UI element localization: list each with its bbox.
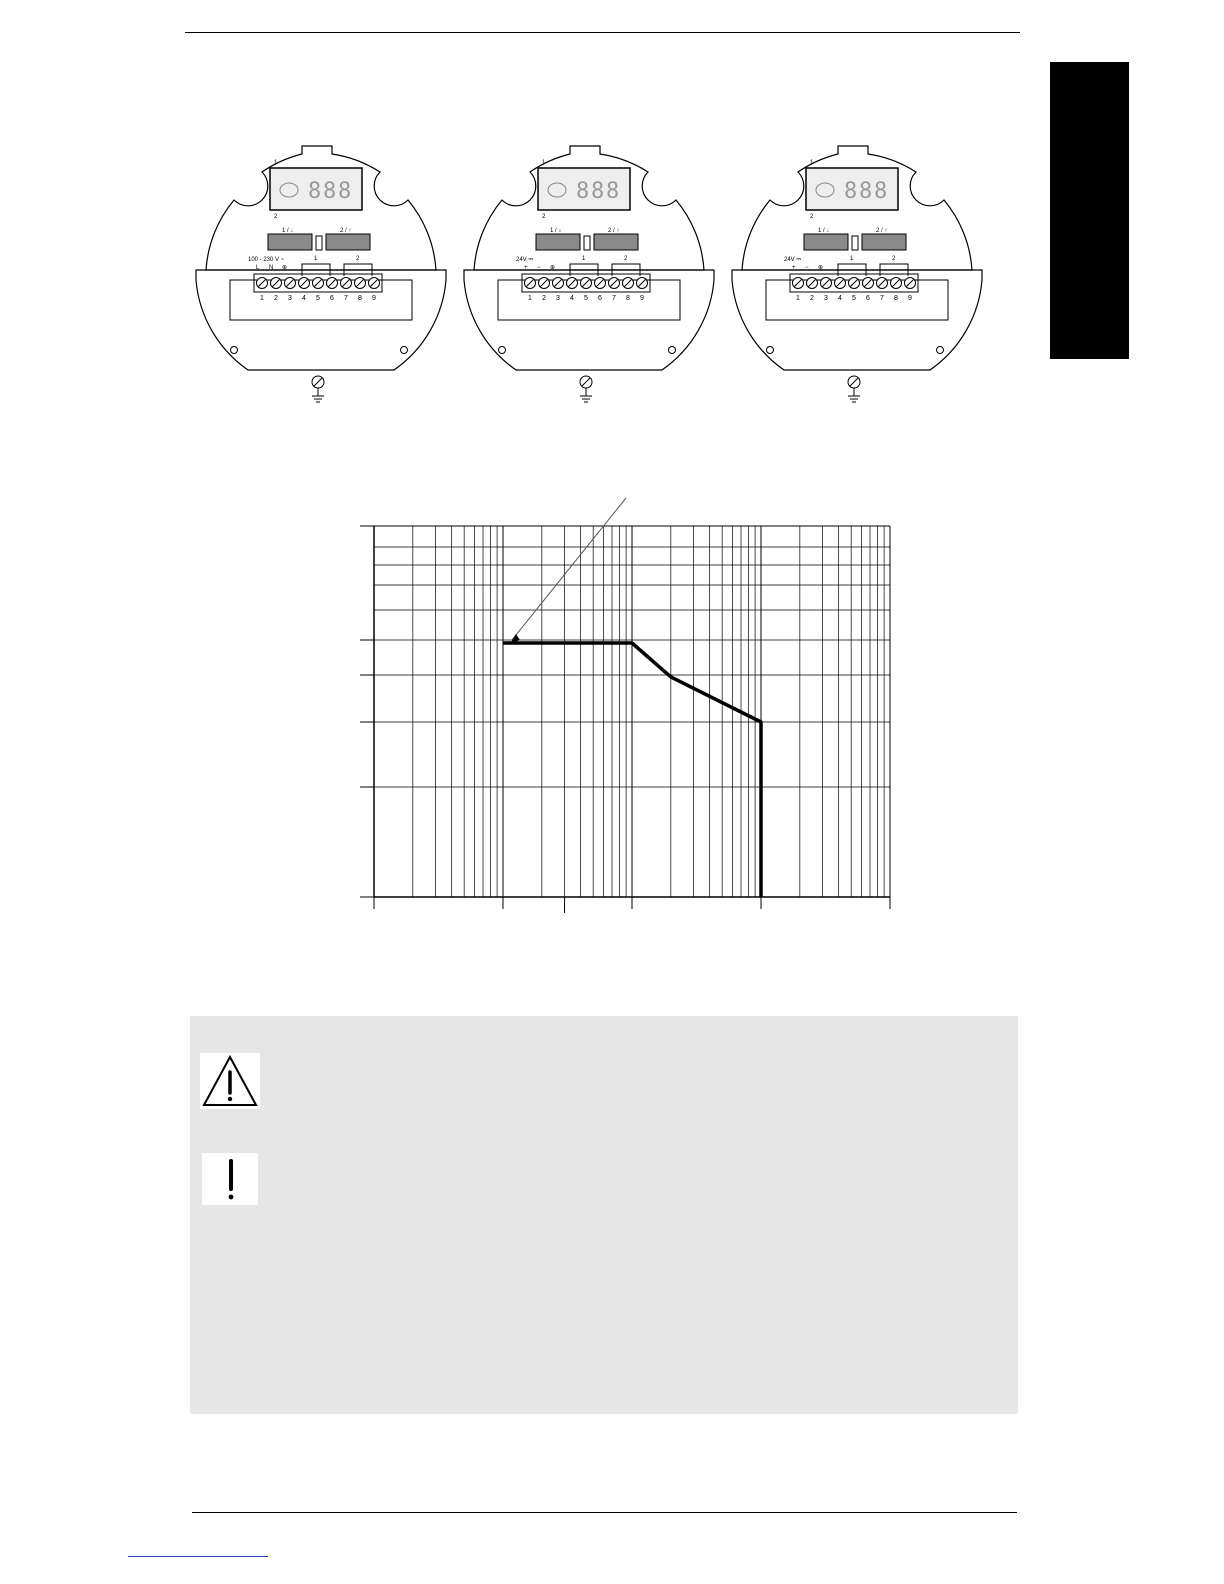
footer-link-underline[interactable] [128, 1556, 268, 1557]
display-mark-2: 2 [810, 214, 814, 220]
lcd-digit: 8 [576, 179, 590, 204]
chart-canvas [350, 490, 910, 920]
terminal-number: 4 [302, 295, 306, 302]
terminal-number: 4 [838, 295, 842, 302]
panel-drawing [190, 140, 452, 415]
relay-1-label: 1 [314, 256, 318, 262]
display-mark-2: 2 [274, 214, 278, 220]
button-2-label: 2 / ↑ [608, 228, 620, 234]
terminal-panel-ac [190, 140, 452, 415]
supply-label: 24V ⎓ [516, 257, 534, 263]
supply-terminal-label: − [805, 265, 809, 271]
button-1 [536, 234, 580, 250]
terminal-number: 4 [570, 295, 574, 302]
display-mark-1: 1 [810, 160, 814, 166]
supply-label: 100 - 230 V ~ [248, 257, 285, 263]
relay-1-label: 1 [850, 256, 854, 262]
lcd-digit: 8 [859, 179, 873, 204]
lcd-digit: 8 [874, 179, 888, 204]
relay-2-label: 2 [624, 256, 628, 262]
terminal-number: 3 [556, 295, 560, 302]
terminal-number: 1 [260, 295, 264, 302]
button-1-label: 1 / ↓ [550, 228, 562, 234]
terminal-number: 9 [908, 295, 912, 302]
supply-terminal-label: ⊕ [818, 265, 824, 271]
supply-terminal-label: L [256, 265, 260, 271]
supply-terminal-label: N [269, 265, 274, 271]
lcd-digit: 8 [844, 179, 858, 204]
ground-screw-slot [850, 378, 858, 386]
safety-note-box [190, 1016, 1018, 1414]
terminal-number: 7 [612, 295, 616, 302]
button-2 [594, 234, 638, 250]
terminal-number: 5 [852, 295, 856, 302]
derating-chart [350, 490, 910, 920]
ground-screw-slot [314, 378, 322, 386]
button-1-label: 1 / ↓ [818, 228, 830, 234]
terminal-number: 6 [330, 295, 334, 302]
button-1 [804, 234, 848, 250]
terminal-number: 8 [626, 295, 630, 302]
terminal-number: 1 [796, 295, 800, 302]
supply-terminal-label: + [792, 265, 796, 271]
warning-triangle-icon [200, 1053, 260, 1109]
terminal-number: 5 [584, 295, 588, 302]
top-rule [185, 32, 1020, 33]
cover-screw-right [669, 347, 676, 354]
button-1 [268, 234, 312, 250]
terminal-number: 2 [810, 295, 814, 302]
lcd-digit: 8 [308, 179, 322, 204]
terminal-number: 5 [316, 295, 320, 302]
button-divider [852, 236, 858, 250]
supply-terminal-label: ⊕ [282, 265, 288, 271]
bottom-rule [192, 1512, 1017, 1513]
terminal-panel-dc-a [458, 140, 720, 415]
supply-terminal-label: ⊕ [550, 265, 556, 271]
button-1-label: 1 / ↓ [282, 228, 294, 234]
terminal-number: 2 [542, 295, 546, 302]
button-divider [316, 236, 322, 250]
terminal-number: 7 [880, 295, 884, 302]
terminal-number: 3 [288, 295, 292, 302]
terminal-number: 3 [824, 295, 828, 302]
supply-terminal-label: − [537, 265, 541, 271]
relay-1-label: 1 [582, 256, 586, 262]
exclamation-icon [202, 1153, 258, 1205]
terminal-panel-dc-b [726, 140, 988, 415]
ground-screw-slot [582, 378, 590, 386]
button-2 [862, 234, 906, 250]
terminal-number: 8 [358, 295, 362, 302]
terminal-number: 2 [274, 295, 278, 302]
display-mark-2: 2 [542, 214, 546, 220]
button-2 [326, 234, 370, 250]
terminal-number: 8 [894, 295, 898, 302]
cover-screw-left [499, 347, 506, 354]
cover-screw-right [937, 347, 944, 354]
supply-label: 24V ⎓ [784, 257, 802, 263]
terminal-number: 6 [598, 295, 602, 302]
panel-drawing [458, 140, 720, 415]
terminal-number: 1 [528, 295, 532, 302]
display-mark-1: 1 [274, 160, 278, 166]
terminal-number: 7 [344, 295, 348, 302]
button-2-label: 2 / ↑ [876, 228, 888, 234]
cover-screw-left [231, 347, 238, 354]
leader-line [512, 498, 626, 640]
terminal-number: 9 [640, 295, 644, 302]
relay-2-label: 2 [892, 256, 896, 262]
supply-terminal-label: + [524, 265, 528, 271]
lcd-digit: 8 [591, 179, 605, 204]
section-tab [1050, 62, 1129, 359]
cover-screw-left [767, 347, 774, 354]
cover-screw-right [401, 347, 408, 354]
lcd-digit: 8 [338, 179, 352, 204]
lcd-digit: 8 [606, 179, 620, 204]
button-2-label: 2 / ↑ [340, 228, 352, 234]
lcd-digit: 8 [323, 179, 337, 204]
terminal-number: 6 [866, 295, 870, 302]
relay-2-label: 2 [356, 256, 360, 262]
panel-drawing [726, 140, 988, 415]
button-divider [584, 236, 590, 250]
terminal-number: 9 [372, 295, 376, 302]
display-mark-1: 1 [542, 160, 546, 166]
